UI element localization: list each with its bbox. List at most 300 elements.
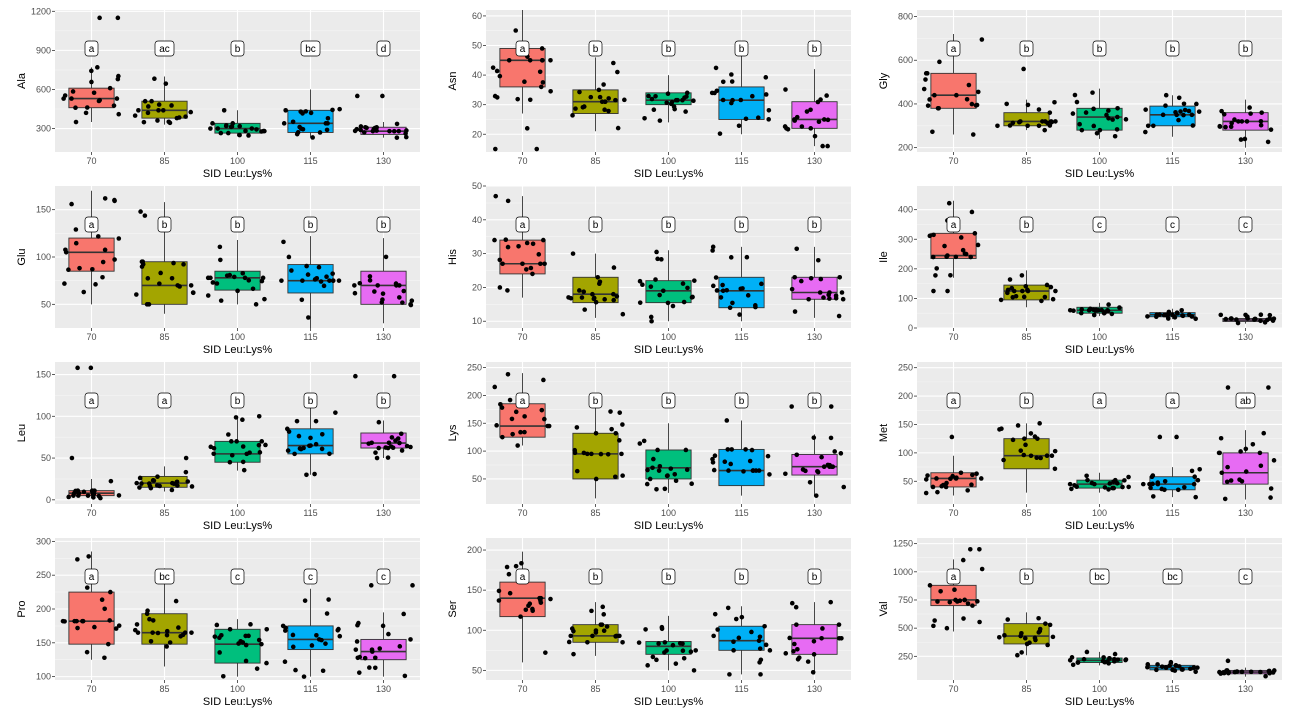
- data-point: [970, 102, 975, 107]
- data-point: [319, 638, 324, 643]
- significance-letter-text: ab: [1239, 396, 1252, 407]
- data-point: [100, 275, 105, 280]
- data-point: [1106, 487, 1111, 492]
- data-point: [112, 103, 117, 108]
- x-tick-label: 115: [303, 684, 318, 694]
- data-point: [764, 643, 769, 648]
- data-point: [134, 481, 139, 486]
- data-point: [324, 274, 329, 279]
- significance-letter-text: c: [1243, 220, 1248, 231]
- data-point: [519, 561, 524, 566]
- data-point: [750, 94, 755, 99]
- y-tick-label: 50: [40, 299, 51, 310]
- data-point: [530, 272, 535, 277]
- x-tick-label: 100: [229, 508, 246, 518]
- data-point: [945, 626, 950, 631]
- data-point: [1080, 128, 1085, 133]
- data-point: [155, 474, 160, 479]
- data-point: [292, 452, 297, 457]
- data-point: [767, 472, 772, 477]
- data-point: [116, 112, 121, 117]
- data-point: [1033, 434, 1038, 439]
- data-point: [171, 261, 176, 266]
- data-point: [103, 248, 108, 253]
- data-point: [330, 108, 335, 113]
- data-point: [401, 612, 406, 617]
- data-point: [595, 275, 600, 280]
- significance-letter-text: b: [738, 220, 745, 231]
- data-point: [527, 601, 532, 606]
- data-point: [1049, 119, 1054, 124]
- data-point: [495, 69, 500, 74]
- data-point: [674, 98, 679, 103]
- data-point: [979, 476, 984, 481]
- data-point: [746, 293, 751, 298]
- data-point: [390, 435, 395, 440]
- y-tick-label: 100: [897, 447, 913, 458]
- data-point: [149, 99, 154, 104]
- significance-letter: [1020, 569, 1033, 584]
- data-point: [506, 245, 511, 250]
- data-point: [383, 445, 388, 450]
- significance-letter-text: b: [811, 44, 818, 55]
- data-point: [363, 656, 368, 661]
- panel-his: [447, 181, 851, 356]
- data-point: [165, 629, 170, 634]
- data-point: [1023, 284, 1028, 289]
- significance-letter-text: b: [592, 572, 599, 583]
- significance-letter-text: a: [519, 44, 526, 55]
- data-point: [924, 71, 929, 76]
- data-point: [135, 622, 140, 627]
- data-point: [613, 98, 618, 103]
- data-point: [817, 119, 822, 124]
- data-point: [1229, 478, 1234, 483]
- data-point: [651, 655, 656, 660]
- data-point: [790, 287, 795, 292]
- data-point: [821, 295, 826, 300]
- data-point: [336, 627, 341, 632]
- data-point: [1102, 311, 1107, 316]
- data-point: [615, 70, 620, 75]
- data-point: [330, 271, 335, 276]
- data-point: [493, 194, 498, 199]
- data-point: [548, 597, 553, 602]
- box-iqr: [931, 73, 976, 108]
- data-point: [143, 213, 148, 218]
- data-point: [1126, 475, 1131, 480]
- data-point: [660, 626, 665, 631]
- significance-letter-text: a: [1096, 396, 1103, 407]
- significance-letter: [1239, 217, 1252, 232]
- data-point: [674, 478, 679, 483]
- data-point: [539, 408, 544, 413]
- data-point: [1075, 100, 1080, 105]
- data-point: [541, 238, 546, 243]
- data-point: [1020, 289, 1025, 294]
- data-point: [1160, 664, 1165, 669]
- data-point: [818, 277, 823, 282]
- data-point: [386, 632, 391, 637]
- data-point: [208, 126, 213, 131]
- data-point: [613, 431, 618, 436]
- data-point: [211, 280, 216, 285]
- y-tick-label: 200: [466, 390, 482, 401]
- data-point: [1238, 449, 1243, 454]
- data-point: [837, 275, 842, 280]
- significance-letter: [1090, 569, 1109, 584]
- data-point: [759, 282, 764, 287]
- data-point: [925, 473, 930, 478]
- data-point: [1222, 671, 1227, 676]
- data-point: [77, 266, 82, 271]
- data-point: [291, 633, 296, 638]
- significance-letter: [155, 41, 174, 56]
- significance-letter: [1093, 393, 1106, 408]
- data-point: [380, 94, 385, 99]
- data-point: [713, 453, 718, 458]
- data-point: [387, 129, 392, 134]
- significance-letter: [516, 217, 529, 232]
- data-point: [301, 446, 306, 451]
- data-point: [1218, 313, 1223, 318]
- box-iqr: [69, 592, 114, 644]
- data-point: [611, 298, 616, 303]
- data-point: [62, 281, 67, 286]
- data-point: [944, 485, 949, 490]
- data-point: [1079, 307, 1084, 312]
- data-point: [404, 135, 409, 140]
- data-point: [793, 309, 798, 314]
- data-point: [763, 75, 768, 80]
- data-point: [663, 487, 668, 492]
- x-axis-title: SID Leu:Lys%: [202, 696, 273, 708]
- data-point: [377, 646, 382, 651]
- y-axis-title: Ser: [447, 600, 459, 618]
- data-point: [826, 293, 831, 298]
- data-point: [63, 247, 68, 252]
- data-point: [515, 97, 520, 102]
- data-point: [658, 464, 663, 469]
- data-point: [1219, 470, 1224, 475]
- x-tick-label: 85: [590, 684, 601, 694]
- data-point: [766, 117, 771, 122]
- data-point: [1002, 633, 1007, 638]
- x-tick-label: 70: [86, 332, 97, 342]
- data-point: [839, 451, 844, 456]
- data-point: [724, 418, 729, 423]
- data-point: [251, 286, 256, 291]
- y-tick-label: 200: [466, 545, 482, 556]
- data-point: [1244, 447, 1249, 452]
- x-axis-title: SID Leu:Lys%: [1064, 696, 1135, 708]
- data-point: [787, 636, 792, 641]
- x-tick-label: 130: [1237, 332, 1254, 342]
- data-point: [1091, 124, 1096, 129]
- y-tick-label: 100: [466, 446, 482, 457]
- significance-letter: [947, 41, 960, 56]
- data-point: [403, 674, 408, 679]
- data-point: [620, 473, 625, 478]
- x-tick-label: 85: [159, 508, 170, 518]
- data-point: [185, 479, 190, 484]
- data-point: [150, 630, 155, 635]
- significance-letter-text: c: [308, 572, 313, 583]
- y-tick-label: 750: [897, 594, 913, 605]
- data-point: [792, 642, 797, 647]
- data-point: [945, 253, 950, 258]
- x-axis-title: SID Leu:Lys%: [633, 344, 704, 356]
- data-point: [792, 275, 797, 280]
- data-point: [548, 58, 553, 63]
- x-tick-label: 115: [734, 508, 749, 518]
- data-point: [928, 234, 933, 239]
- data-point: [304, 264, 309, 269]
- significance-letter: [589, 393, 602, 408]
- data-point: [370, 649, 375, 654]
- data-point: [322, 284, 327, 289]
- data-point: [241, 460, 246, 465]
- data-point: [954, 93, 959, 98]
- panel-ser: [447, 538, 851, 708]
- significance-letter-text: b: [1023, 572, 1030, 583]
- data-point: [759, 657, 764, 662]
- significance-letter-text: b: [665, 220, 672, 231]
- data-point: [377, 420, 382, 425]
- data-point: [373, 665, 378, 670]
- data-point: [510, 432, 515, 437]
- data-point: [503, 237, 508, 242]
- data-point: [306, 272, 311, 277]
- data-point: [260, 279, 265, 284]
- data-point: [783, 651, 788, 656]
- data-point: [935, 599, 940, 604]
- data-point: [711, 460, 716, 465]
- data-point: [977, 620, 982, 625]
- data-point: [714, 66, 719, 71]
- data-point: [654, 658, 659, 663]
- data-point: [116, 16, 121, 21]
- data-point: [208, 445, 213, 450]
- data-point: [954, 255, 959, 260]
- data-point: [107, 618, 112, 623]
- data-point: [86, 493, 91, 498]
- data-point: [145, 611, 150, 616]
- data-point: [934, 266, 939, 271]
- data-point: [242, 468, 247, 473]
- data-point: [142, 120, 147, 125]
- significance-letter-text: b: [1023, 396, 1030, 407]
- data-point: [308, 443, 313, 448]
- data-point: [1052, 100, 1057, 105]
- data-point: [672, 107, 677, 112]
- data-point: [304, 472, 309, 477]
- data-point: [757, 468, 762, 473]
- data-point: [1236, 321, 1241, 326]
- data-point: [715, 288, 720, 293]
- data-point: [397, 129, 402, 134]
- data-point: [672, 472, 677, 477]
- data-point: [976, 90, 981, 95]
- data-point: [97, 16, 102, 21]
- box-iqr: [361, 639, 406, 659]
- data-point: [363, 125, 368, 130]
- data-point: [808, 108, 813, 113]
- data-point: [1115, 106, 1120, 111]
- x-tick-label: 100: [660, 508, 677, 518]
- data-point: [210, 121, 215, 126]
- data-point: [1053, 466, 1058, 471]
- data-point: [325, 128, 330, 133]
- data-point: [958, 598, 963, 603]
- data-point: [1068, 658, 1073, 663]
- y-axis-title: Leu: [16, 423, 28, 443]
- data-point: [980, 567, 985, 572]
- data-point: [657, 293, 662, 298]
- data-point: [206, 276, 211, 281]
- significance-letter-text: bc: [1094, 572, 1105, 583]
- data-point: [146, 276, 151, 281]
- data-point: [1192, 474, 1197, 479]
- data-point: [976, 243, 981, 248]
- data-point: [108, 590, 113, 595]
- data-point: [594, 300, 599, 305]
- data-point: [400, 448, 405, 453]
- data-point: [493, 94, 498, 99]
- data-point: [333, 410, 338, 415]
- data-point: [297, 125, 302, 130]
- significance-letter-text: b: [738, 396, 745, 407]
- data-point: [575, 425, 580, 430]
- data-point: [945, 289, 950, 294]
- significance-letter: [158, 217, 171, 232]
- x-tick-label: 115: [1165, 508, 1180, 518]
- data-point: [219, 298, 224, 303]
- data-point: [790, 601, 795, 606]
- data-point: [308, 436, 313, 441]
- significance-letter: [589, 569, 602, 584]
- data-point: [408, 637, 413, 642]
- data-point: [243, 276, 248, 281]
- data-point: [541, 80, 546, 85]
- data-point: [665, 474, 670, 479]
- data-point: [215, 623, 220, 628]
- significance-letter-text: b: [665, 396, 672, 407]
- data-point: [157, 281, 162, 286]
- data-point: [727, 672, 732, 677]
- x-tick-label: 70: [86, 684, 97, 694]
- data-point: [1110, 486, 1115, 491]
- data-point: [1159, 487, 1164, 492]
- y-tick-label: 600: [35, 84, 51, 95]
- x-tick-label: 115: [1165, 332, 1180, 342]
- data-point: [248, 622, 253, 627]
- data-point: [1176, 488, 1181, 493]
- y-tick-label: 60: [471, 10, 482, 21]
- data-point: [71, 89, 76, 94]
- data-point: [240, 271, 245, 276]
- data-point: [518, 614, 523, 619]
- data-point: [1049, 285, 1054, 290]
- data-point: [800, 124, 805, 129]
- x-tick-label: 85: [590, 156, 601, 166]
- data-point: [310, 643, 315, 648]
- data-point: [1195, 665, 1200, 670]
- data-point: [1182, 101, 1187, 106]
- significance-letter: [231, 41, 244, 56]
- data-point: [1248, 111, 1253, 116]
- data-point: [1069, 487, 1074, 492]
- y-tick-label: 30: [471, 248, 482, 259]
- significance-letter: [1163, 569, 1182, 584]
- data-point: [337, 107, 342, 112]
- data-point: [1037, 421, 1042, 426]
- x-tick-label: 130: [806, 508, 823, 518]
- data-point: [353, 129, 358, 134]
- data-point: [728, 305, 733, 310]
- data-point: [621, 312, 626, 317]
- data-point: [571, 251, 576, 256]
- data-point: [1151, 494, 1156, 499]
- data-point: [792, 118, 797, 123]
- data-point: [507, 572, 512, 577]
- data-point: [355, 639, 360, 644]
- x-tick-label: 130: [375, 156, 392, 166]
- data-point: [1037, 107, 1042, 112]
- data-point: [666, 301, 671, 306]
- data-point: [506, 199, 511, 204]
- data-point: [1011, 438, 1016, 443]
- y-tick-label: 1250: [892, 538, 913, 549]
- data-point: [165, 633, 170, 638]
- data-point: [389, 444, 394, 449]
- data-point: [392, 374, 397, 379]
- data-point: [354, 647, 359, 652]
- data-point: [577, 288, 582, 293]
- data-point: [620, 640, 625, 645]
- data-point: [791, 649, 796, 654]
- panel-lys: [447, 362, 851, 532]
- data-point: [353, 374, 358, 379]
- data-point: [1249, 670, 1254, 675]
- data-point: [973, 231, 978, 236]
- data-point: [396, 436, 401, 441]
- x-tick-label: 85: [1021, 684, 1032, 694]
- data-point: [1085, 650, 1090, 655]
- data-point: [85, 105, 90, 110]
- data-point: [819, 636, 824, 641]
- data-point: [783, 471, 788, 476]
- data-point: [1126, 485, 1131, 490]
- data-point: [816, 258, 821, 263]
- data-point: [397, 441, 402, 446]
- data-point: [545, 424, 550, 429]
- data-point: [819, 455, 824, 460]
- x-tick-label: 70: [517, 332, 528, 342]
- data-point: [1251, 442, 1256, 447]
- y-tick-label: 250: [897, 651, 913, 662]
- data-point: [931, 485, 936, 490]
- data-point: [1192, 482, 1197, 487]
- y-axis-title: Pro: [16, 600, 28, 618]
- significance-letter: [516, 569, 529, 584]
- data-point: [1151, 123, 1156, 128]
- data-point: [837, 636, 842, 641]
- data-point: [950, 435, 955, 440]
- data-point: [620, 422, 625, 427]
- data-point: [82, 490, 87, 495]
- data-point: [215, 281, 220, 286]
